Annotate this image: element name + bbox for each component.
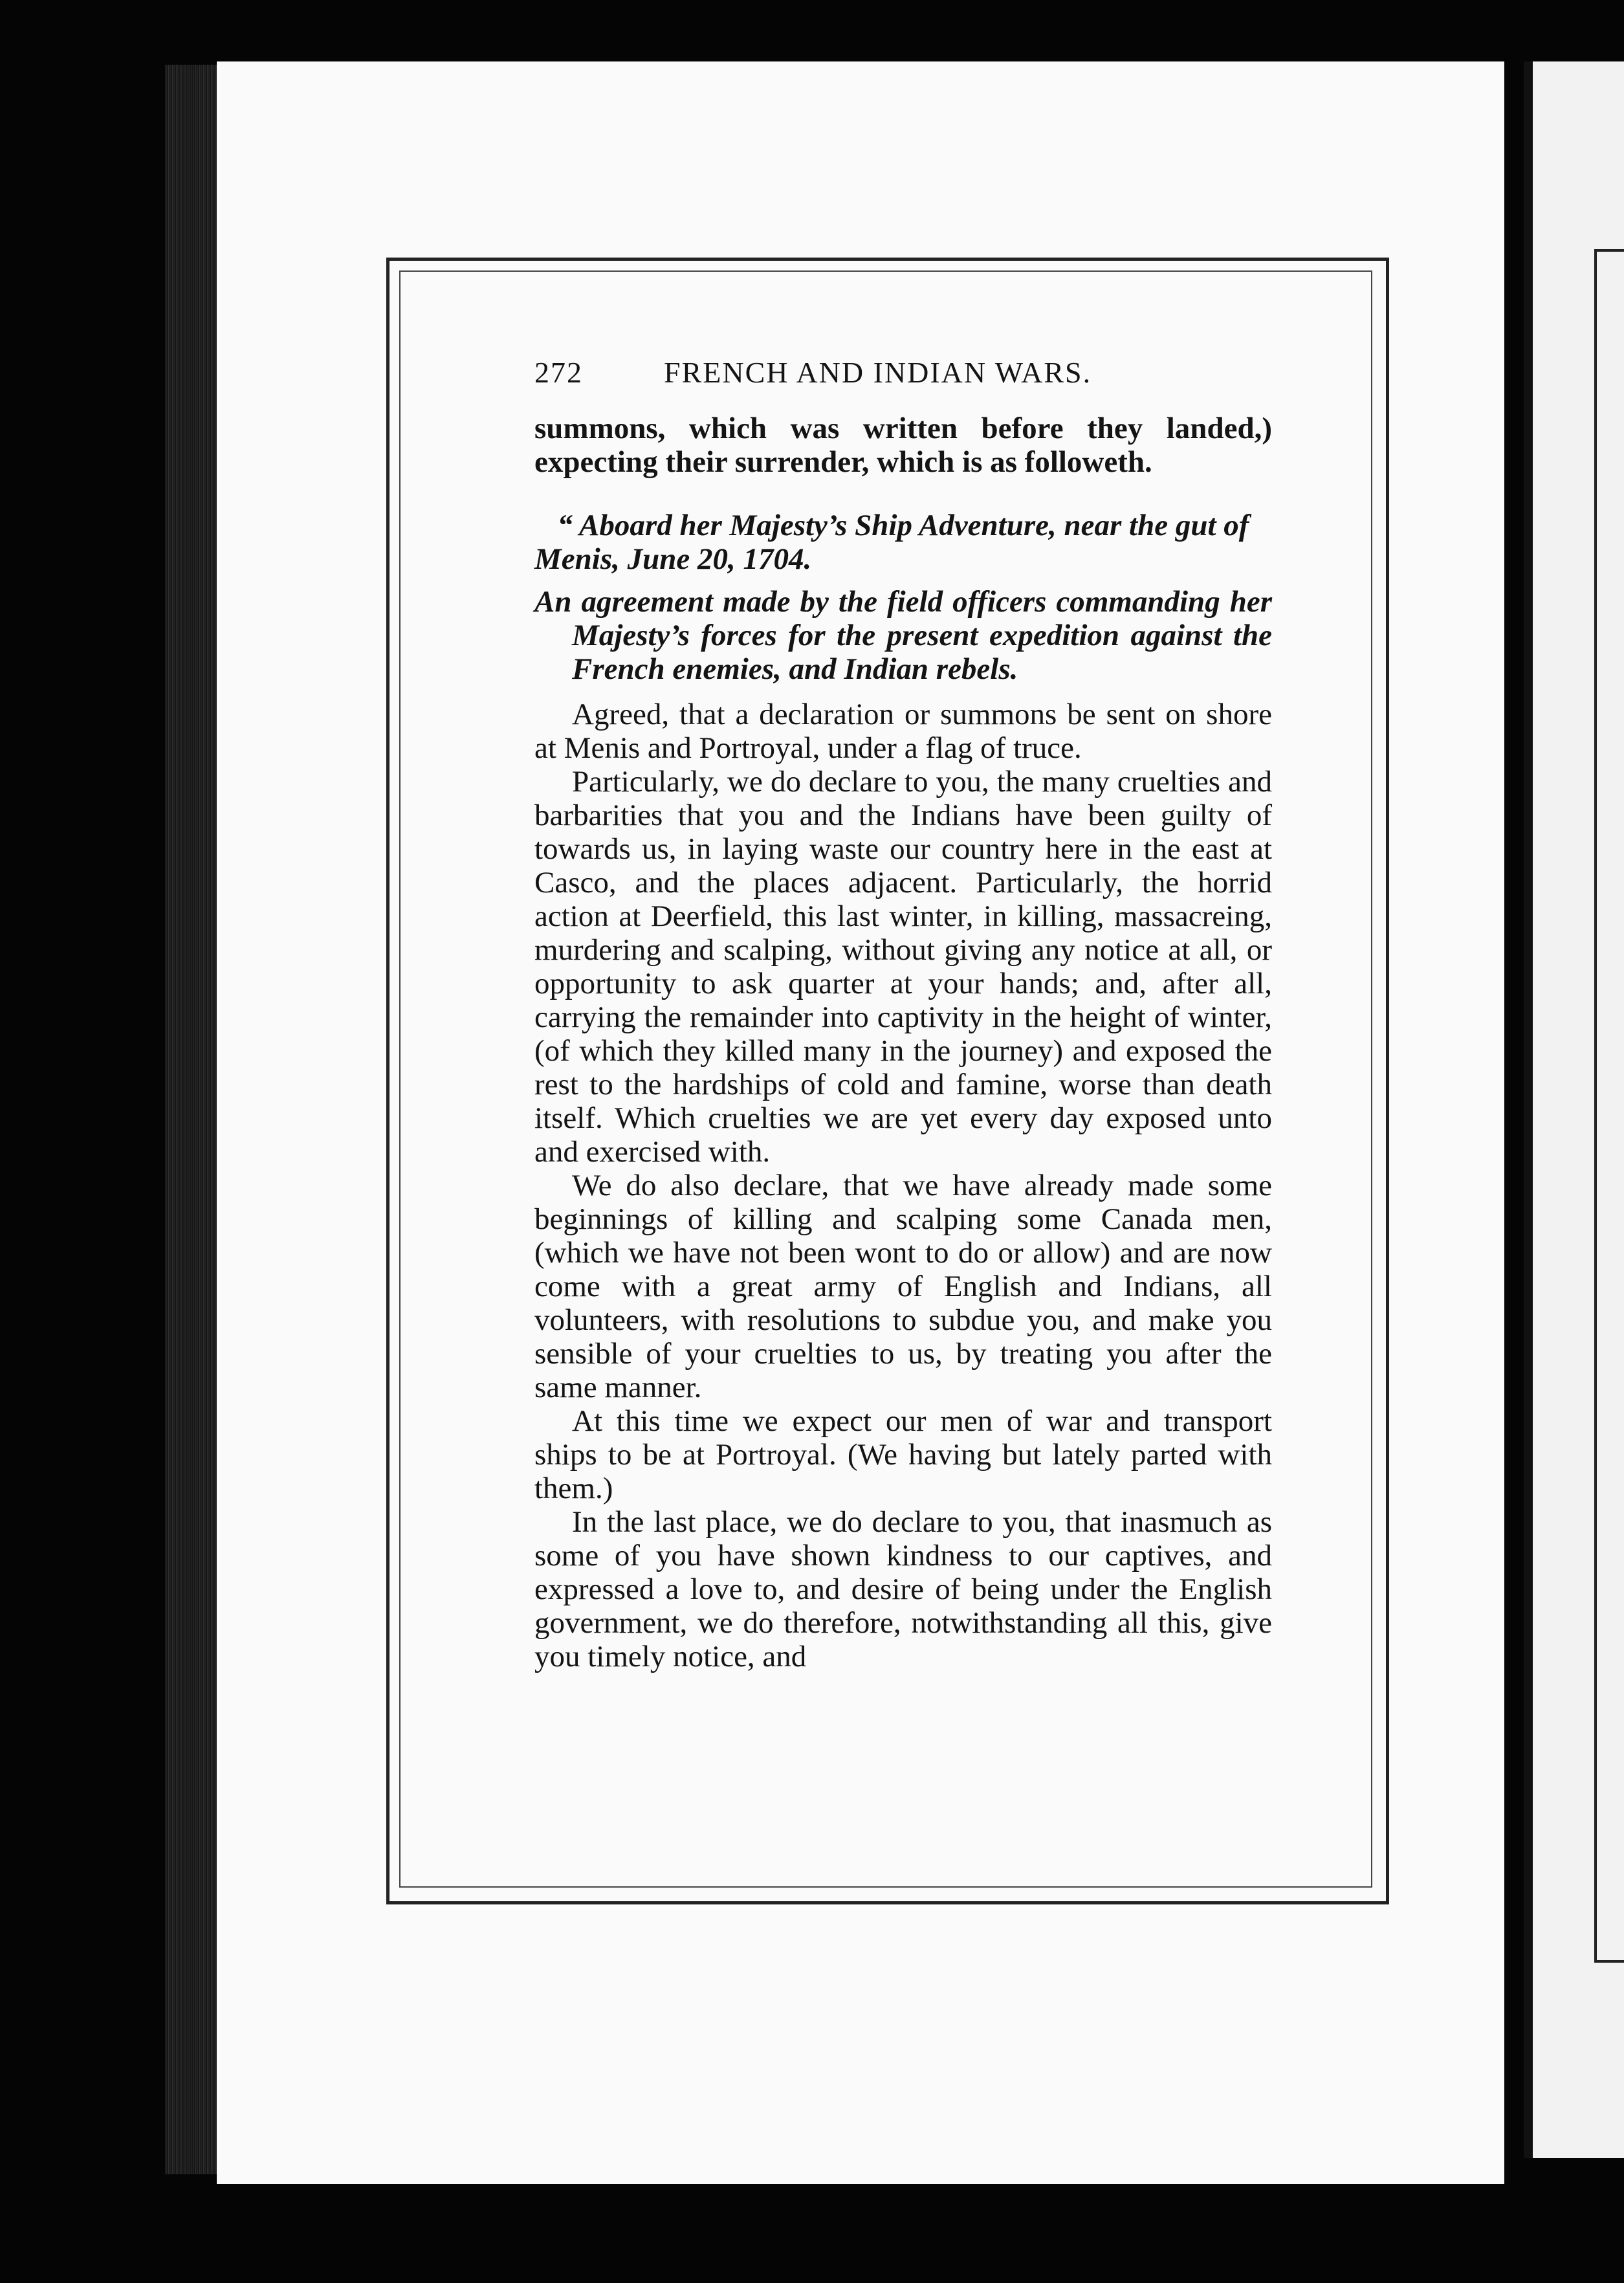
page-number: 272 (534, 356, 583, 389)
page-text (534, 356, 1272, 1673)
paragraph-5: In the last place, we do declare to you, that inasmuch as some of you have shown kindness to our captives, and expressed a love to, and desire of being under the English government, we do therefore, notwithstanding all this, give you timely notice, and (534, 1505, 1272, 1673)
running-title: FRENCH AND INDIAN WARS. (664, 356, 1092, 389)
facing-page (1524, 61, 1624, 2158)
paragraph-2: Particularly, we do declare to you, the many cruelties and barbarities that you and the Indians have been guilty of towards us, in laying waste our country here in the east at Casco, and the places adjacent. Particularly, the horrid action at Deerfield, this last winter, in killing, massacreing, murdering and scalping, without giving any notice at all, or opportunity to ask quarter at your hands; and, after all, carrying the remainder into captivity in the height of winter, (of which they killed many in the journey) and exposed the rest to the hardships of cold and famine, worse than death itself. Which cruelties we are yet every day exposed unto and exercised with. (534, 765, 1272, 1169)
agreement-heading: An agreement made by the field officers commanding her Majesty’s forces for the present expedition against the French enemies, and Indian rebels. (534, 585, 1272, 686)
paragraph-4: At this time we expect our men of war and transport ships to be at Portroyal. (We having but lately parted with them.) (534, 1404, 1272, 1505)
lead-paragraph: summons, which was written before they landed,) expecting their surrender, which is as followeth. (534, 412, 1272, 479)
facing-page-border (1594, 249, 1624, 1963)
paragraph-1: Agreed, that a declaration or summons be sent on shore at Menis and Portroyal, under a flag of truce. (534, 698, 1272, 765)
letter-heading: “ Aboard her Majesty’s Ship Adventure, near the gut of Menis, June 20, 1704. (534, 509, 1249, 576)
running-header (534, 356, 1272, 401)
paragraph-3: We do also declare, that we have already made some beginnings of killing and scalping some Canada men, (which we have not been wont to do or allow) and are now come with a great army of English and Indians, all volunteers, with resolutions to subdue you, and make you sensible of your cruelties to us, by treating you after the same manner. (534, 1169, 1272, 1404)
